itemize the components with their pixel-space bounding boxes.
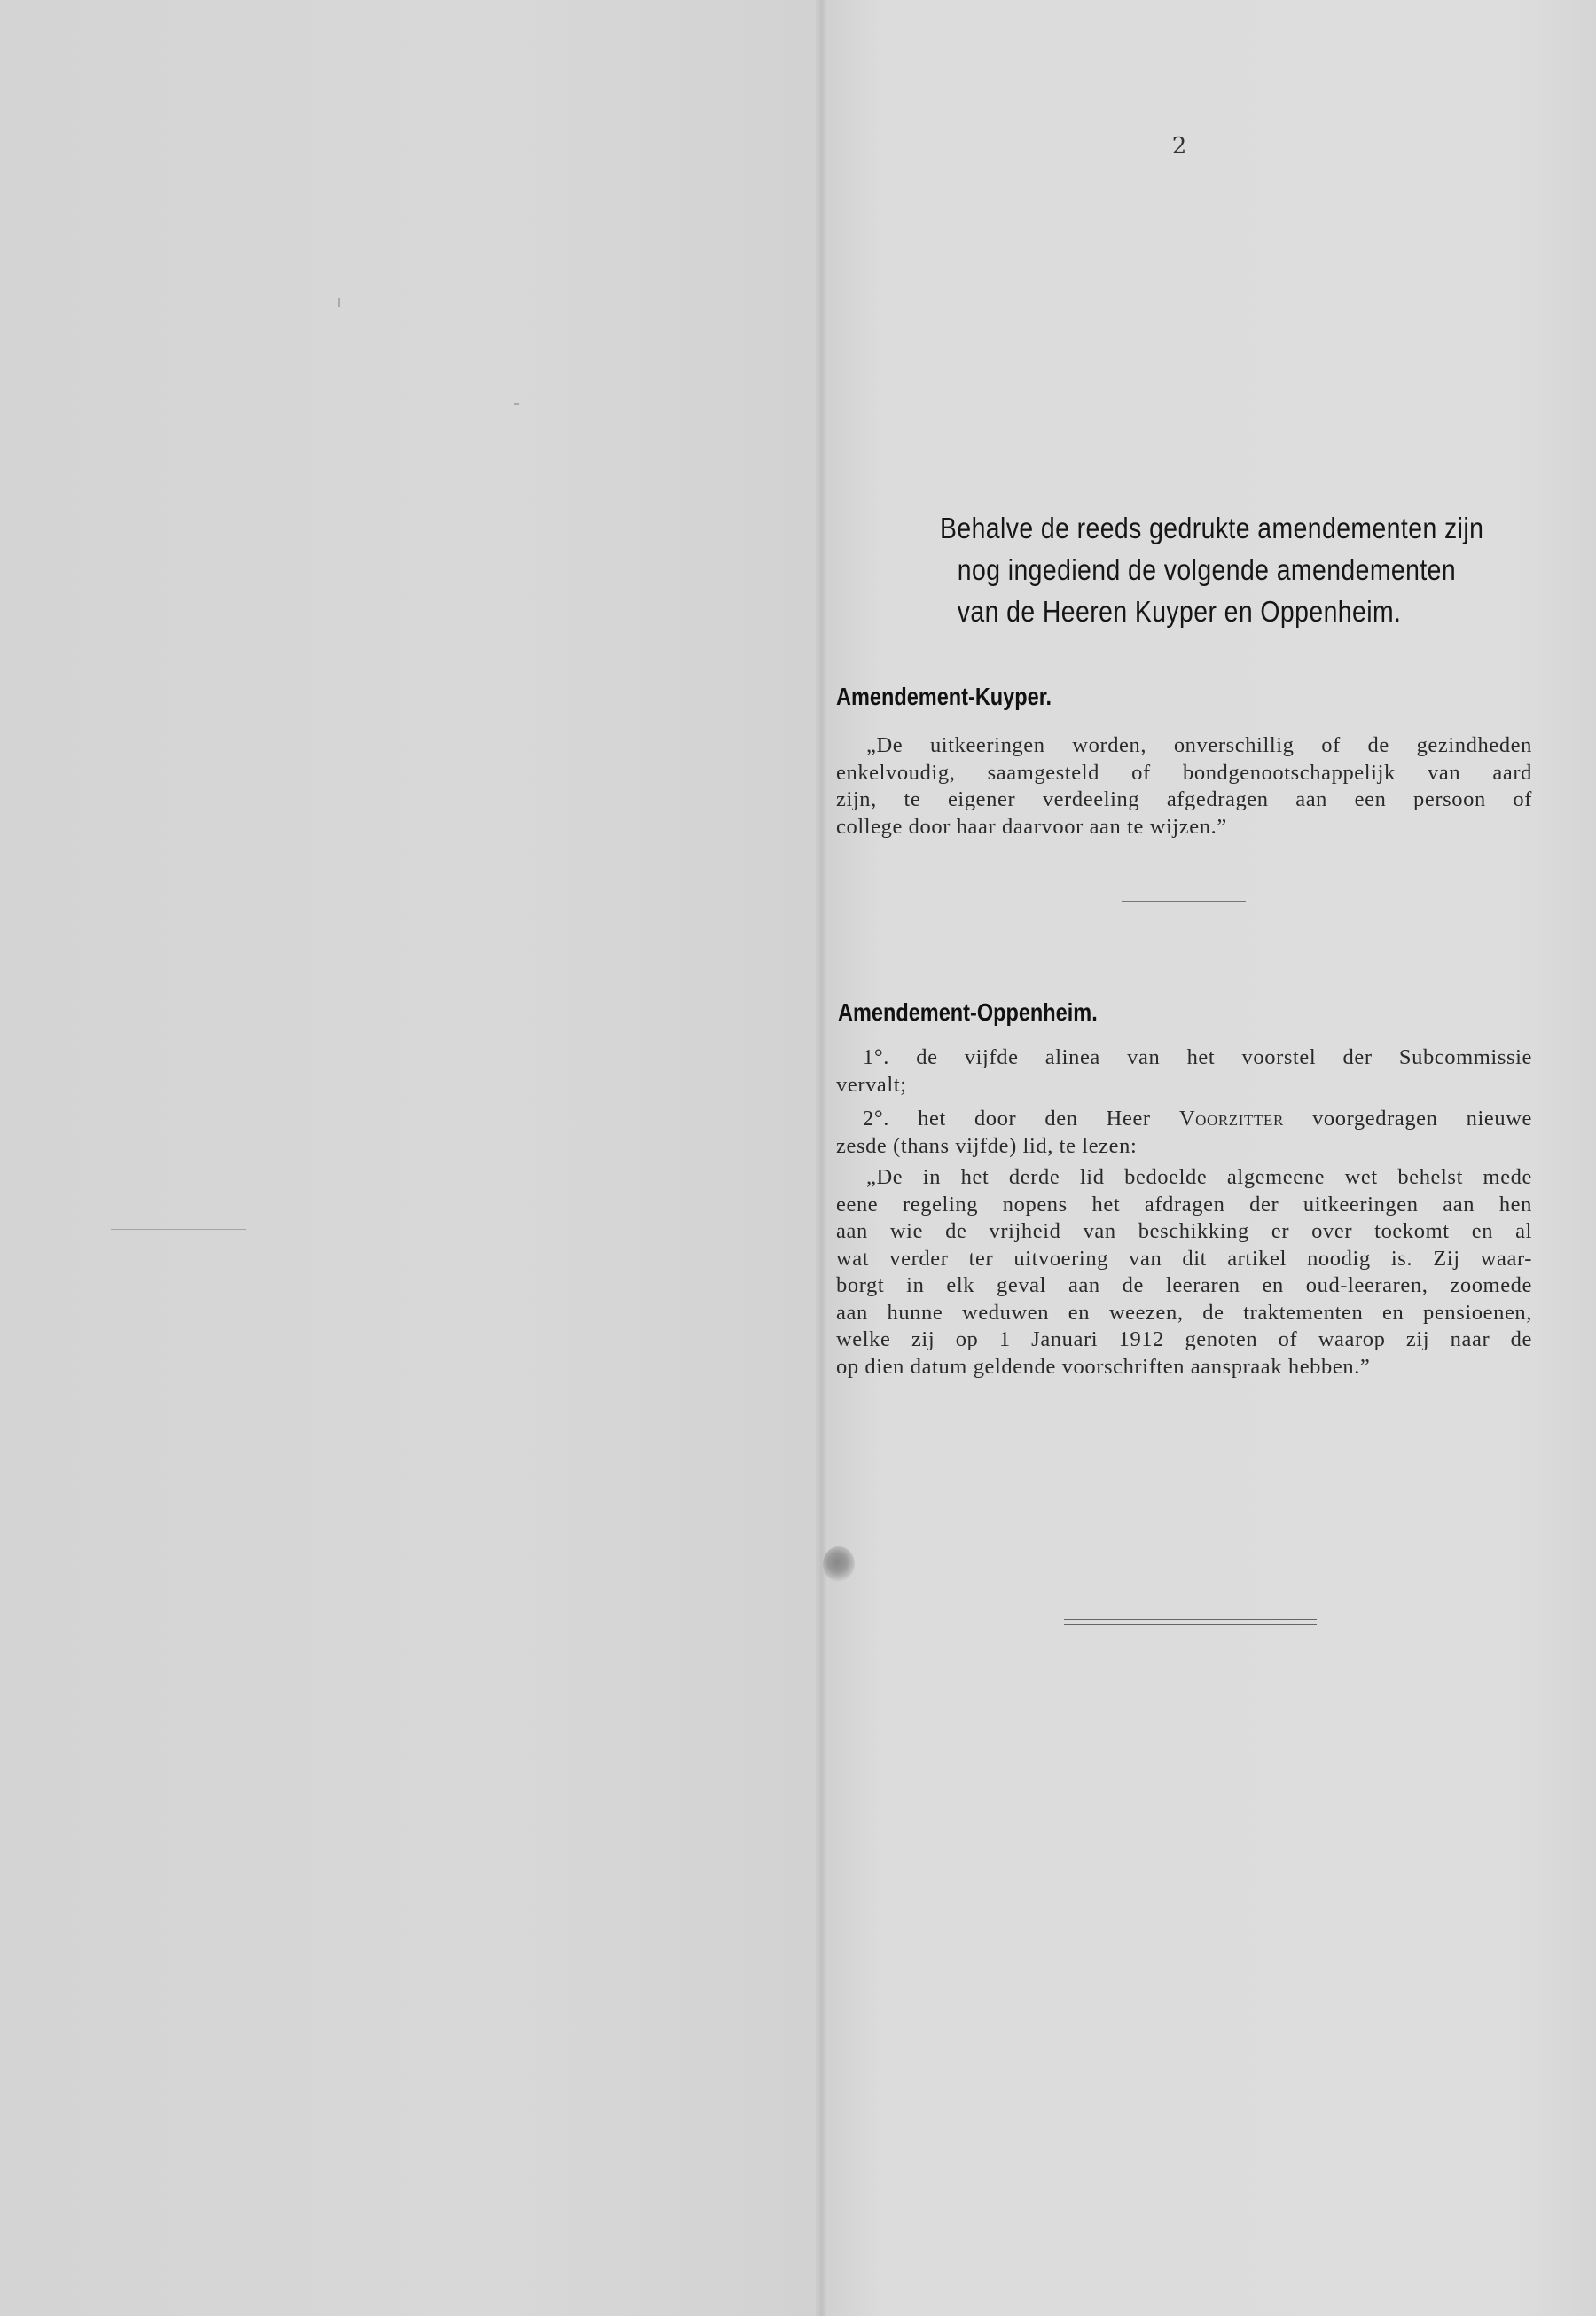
kuyper-line: „De uitkeeringen worden, onverschillig of de gezindheden [866,733,1532,757]
oppenheim-item-1-line: vervalt; [836,1072,907,1097]
intro-paragraph [940,507,1484,632]
paper-speck [338,298,340,307]
kuyper-line: zijn, te eigener verdeeling afgedragen aan een persoon of [836,787,1532,811]
item-2-intro-text: 2°. het door den Heer [863,1107,1151,1131]
end-double-rule [1064,1619,1317,1625]
quote-line: „De in het derde lid bedoelde algemeene wet behelst mede [866,1165,1532,1189]
quote-line: aan hunne weduwen en weezen, de traktementen en pensioenen, [836,1300,1532,1325]
voorzitter-name: Voorzitter [1178,1107,1284,1131]
quote-line: aan wie de vrijheid van beschikking er over toekomt en al [836,1219,1532,1243]
kuyper-amendment-text [836,732,1532,841]
section-divider [1122,901,1246,902]
page-fold [816,0,828,2316]
quote-line: welke zij op 1 Januari 1912 genoten of waarop zij naar de [836,1327,1532,1351]
margin-pencil-mark [111,1229,246,1230]
kuyper-heading: Amendement-Kuyper. [836,683,1052,710]
ink-smudge [823,1546,855,1582]
intro-line: Behalve de reeds gedrukte amendementen zijn [940,512,1484,544]
paper-speck [514,403,519,405]
quote-line: wat verder ter uitvoering van dit artikel noodig is. Zij waar- [836,1246,1532,1271]
item-2-intro-end: voorgedragen nieuwe [1312,1107,1532,1131]
oppenheim-item-2-line: zesde (thans vijfde) lid, te lezen: [836,1133,1138,1158]
kuyper-line: college door haar daarvoor aan te wijzen.” [836,814,1227,839]
oppenheim-quote [836,1164,1532,1381]
oppenheim-item-2 [836,1106,1532,1160]
intro-line: nog ingediend de volgende amendementen [957,553,1457,586]
intro-line: van de Heeren Kuyper en Oppenheim. [957,595,1402,628]
oppenheim-item-2-line [836,1106,1532,1133]
oppenheim-heading: Amendement-Oppenheim. [838,998,1098,1026]
oppenheim-item-1 [836,1045,1532,1099]
kuyper-line: enkelvoudig, saamgesteld of bondgenootschappelijk van aard [836,760,1532,785]
page-number: 2 [1171,133,1187,160]
quote-line: borgt in elk geval aan de leeraren en oud-leeraren, zoomede [836,1273,1532,1297]
quote-line: eene regeling nopens het afdragen der uitkeeringen aan hen [836,1192,1532,1217]
oppenheim-item-1-line: 1°. de vijfde alinea van het voorstel der Subcommissie [863,1045,1532,1069]
quote-line: op dien datum geldende voorschriften aanspraak hebben.” [836,1354,1371,1379]
